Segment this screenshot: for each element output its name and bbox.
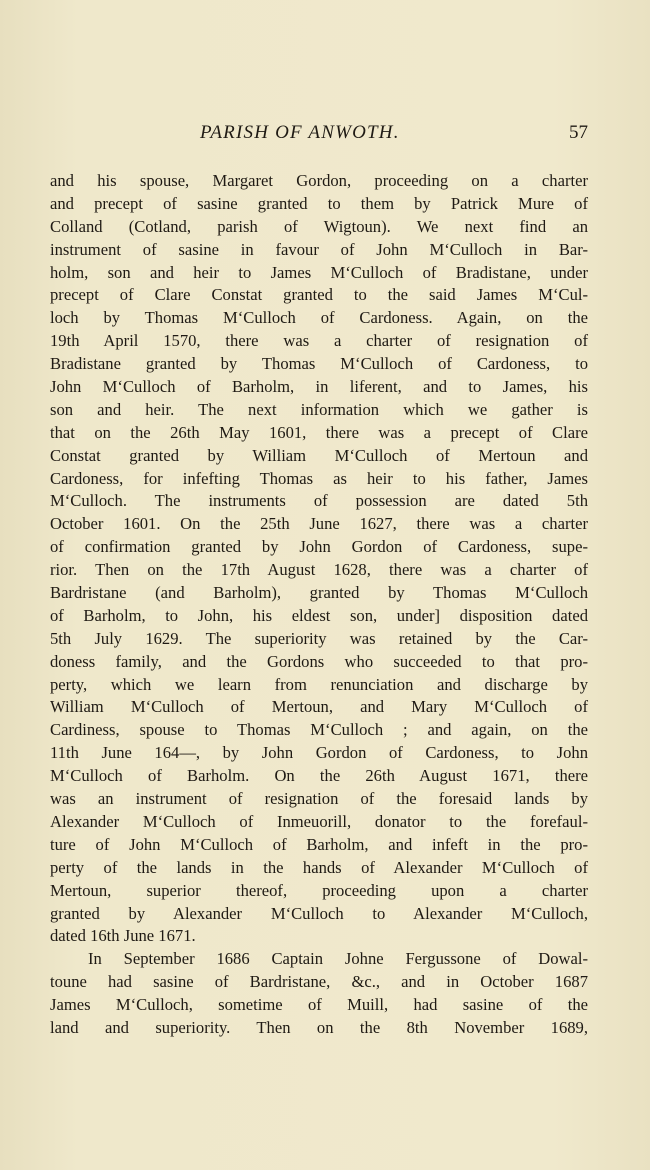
text-line: doness family, and the Gordons who succeeded to that pro- (50, 651, 588, 671)
text-line: Cardiness, spouse to Thomas M‘Culloch ; and again, on the (50, 720, 588, 740)
page-number: 57 (569, 122, 588, 143)
text-line: Mertoun, superior thereof, proceeding upon a charter (50, 880, 588, 900)
text-line: 5th July 1629. The superiority was retained by the Car- (50, 628, 588, 648)
text-line: that on the 26th May 1601, there was a precept of Clare (50, 422, 588, 442)
text-line: was an instrument of resignation of the foresaid lands by (50, 789, 588, 809)
text-line: 11th June 164—, by John Gordon of Cardoness, to John (50, 743, 588, 763)
text-line: ture of John M‘Culloch of Barholm, and infeft in the pro- (50, 834, 588, 854)
text-line: Constat granted by William M‘Culloch of Mertoun and (50, 445, 588, 465)
running-title: PARISH OF ANWOTH. (200, 122, 400, 143)
text-line: October 1601. On the 25th June 1627, there was a charter (50, 514, 588, 534)
text-line: and his spouse, Margaret Gordon, proceeding on a charter (50, 171, 588, 190)
text-line: precept of Clare Constat granted to the said James M‘Cul- (50, 285, 588, 305)
paragraph-2 (50, 948, 588, 1040)
text-line: dated 16th June 1671. (50, 926, 196, 946)
text-line: land and superiority. Then on the 8th November 1689, (50, 1017, 588, 1037)
text-line: of Barholm, to John, his eldest son, under] disposition dated (50, 605, 588, 625)
text-line: William M‘Culloch of Mertoun, and Mary M‘Culloch of (50, 697, 588, 717)
page-header (50, 122, 588, 148)
text-line: and precept of sasine granted to them by Patrick Mure of (50, 193, 588, 213)
text-line: Alexander M‘Culloch of Inmeuorill, donator to the forefaul- (50, 811, 588, 831)
text-line: loch by Thomas M‘Culloch of Cardoness. Again, on the (50, 308, 588, 328)
text-line: John M‘Culloch of Barholm, in liferent, and to James, his (50, 377, 588, 397)
text-line: holm, son and heir to James M‘Culloch of Bradistane, under (50, 262, 588, 282)
text-line: Cardoness, for infefting Thomas as heir to his father, James (50, 468, 588, 488)
text-line: Bardristane (and Barholm), granted by Thomas M‘Culloch (50, 583, 588, 603)
text-line: of confirmation granted by John Gordon of Cardoness, supe- (50, 537, 588, 557)
text-line: perty, which we learn from renunciation and discharge by (50, 674, 588, 694)
paragraph-1 (50, 170, 588, 948)
text-line: M‘Culloch. The instruments of possession are dated 5th (50, 491, 588, 511)
text-line: In September 1686 Captain Johne Fergussone of Dowal- (88, 949, 588, 969)
text-line: James M‘Culloch, sometime of Muill, had sasine of the (50, 995, 588, 1015)
text-line: Colland (Cotland, parish of Wigtoun). We next find an (50, 216, 588, 236)
text-line: granted by Alexander M‘Culloch to Alexander M‘Culloch, (50, 903, 588, 923)
text-line: perty of the lands in the hands of Alexander M‘Culloch of (50, 857, 588, 877)
text-line: son and heir. The next information which we gather is (50, 399, 588, 419)
text-line: M‘Culloch of Barholm. On the 26th August 1671, there (50, 766, 588, 786)
text-line: 19th April 1570, there was a charter of resignation of (50, 331, 588, 351)
body-text (50, 170, 588, 1040)
text-line: Bradistane granted by Thomas M‘Culloch of Cardoness, to (50, 354, 588, 374)
text-line: rior. Then on the 17th August 1628, there was a charter of (50, 560, 588, 580)
text-line: instrument of sasine in favour of John M‘Culloch in Bar- (50, 239, 588, 259)
text-line: toune had sasine of Bardristane, &c., and in October 1687 (50, 972, 588, 992)
